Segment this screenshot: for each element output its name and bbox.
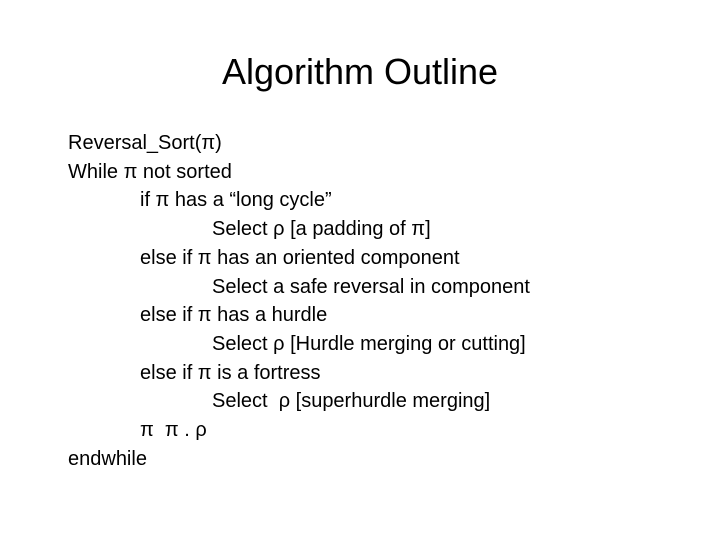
pseudocode-line-select-safe-reversal: Select a safe reversal in component xyxy=(212,275,530,298)
pseudocode-line-else-if-fortress: else if π is a fortress xyxy=(140,361,321,384)
pseudocode-line-else-if-oriented: else if π has an oriented component xyxy=(140,246,460,269)
pseudocode-line-if-long-cycle: if π has a “long cycle” xyxy=(140,189,332,212)
pseudocode-line-function-signature: Reversal_Sort(π) xyxy=(68,132,222,154)
pseudocode-line-select-padding: Select ρ [a padding of π] xyxy=(212,218,431,241)
pseudocode-line-endwhile: endwhile xyxy=(68,447,147,470)
pseudocode-line-else-if-hurdle: else if π has a hurdle xyxy=(140,304,328,327)
pseudocode-line-assignment: π π . ρ xyxy=(140,419,207,442)
slide-title: Algorithm Outline xyxy=(221,51,499,92)
pseudocode-line-select-hurdle-merging: Select ρ [Hurdle merging or cutting] xyxy=(212,332,526,355)
pseudocode-line-select-superhurdle: Select ρ [superhurdle merging] xyxy=(212,390,491,413)
pseudocode-block xyxy=(68,129,708,473)
pseudocode-line-while: While π not sorted xyxy=(68,160,232,183)
